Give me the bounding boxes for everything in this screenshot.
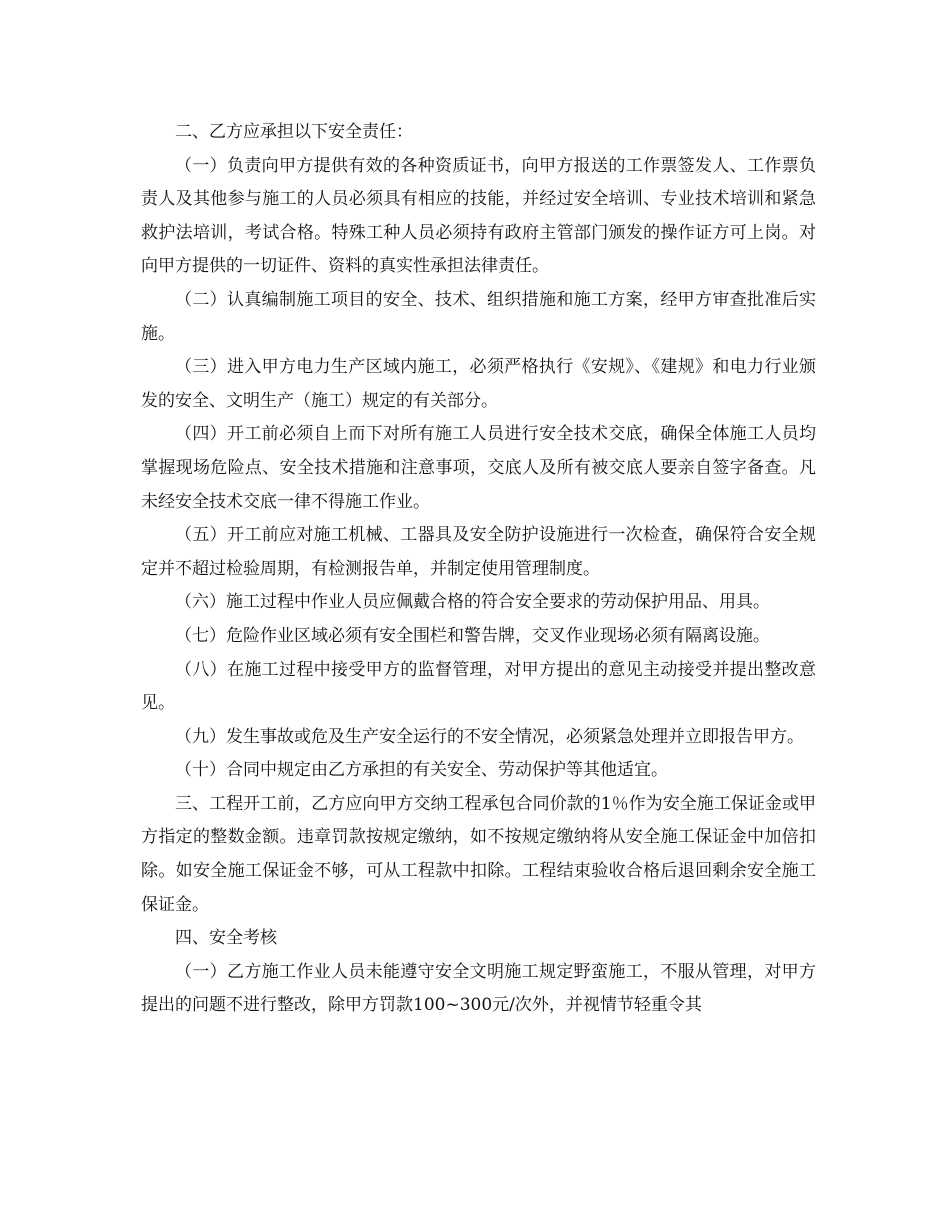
clause-4-1: （一）乙方施工作业人员未能遵守安全文明施工规定野蛮施工，不服从管理，对甲方提出的问题不进行整改，除甲方罚款100~300元/次外，并视情节轻重令其 <box>141 961 816 1016</box>
clause-2-4: （四）开工前必须自上而下对所有施工人员进行安全技术交底，确保全体施工人员均掌握现场危险点、安全技术措施和注意事项，交底人及所有被交底人要亲自签字备查。凡未经安全技术交底一律不得施工作业。 <box>141 424 816 512</box>
section-4-heading: 四、安全考核 <box>175 928 277 949</box>
clause-2-1: （一）负责向甲方提供有效的各种资质证书，向甲方报送的工作票签发人、工作票负责人及其他参与施工的人员必须具有相应的技能，并经过安全培训、专业技术培训和紧急救护法培训，考试合格。特殊工种人员必须持有政府主管部门颁发的操作证方可上岗。对向甲方提供的一切证件、资料的真实性承担法律责任。 <box>141 155 816 277</box>
clause-2-5: （五）开工前应对施工机械、工器具及安全防护设施进行一次检查，确保符合安全规定并不超过检验周期，有检测报告单，并制定使用管理制度。 <box>141 525 816 579</box>
clause-2-10: （十）合同中规定由乙方承担的有关安全、劳动保护等其他适宜。 <box>175 760 668 781</box>
clause-2-2: （二）认真编制施工项目的安全、技术、组织措施和施工方案，经甲方审查批准后实施。 <box>141 289 816 344</box>
clause-2-6: （六）施工过程中作业人员应佩戴合格的符合安全要求的劳动保护用品、用具。 <box>175 592 770 613</box>
clause-2-7: （七）危险作业区域必须有安全围栏和警告牌，交叉作业现场必须有隔离设施。 <box>175 625 770 646</box>
clause-2-3: （三）进入甲方电力生产区域内施工，必须严格执行《安规》、《建规》和电力行业颁发的安全、文明生产（施工）规定的有关部分。 <box>141 357 816 411</box>
document-body <box>141 116 816 1023</box>
section-2-heading: 二、乙方应承担以下安全责任： <box>175 122 413 142</box>
clause-2-8: （八）在施工过程中接受甲方的监督管理，对甲方提出的意见主动接受并提出整改意见。 <box>141 659 816 714</box>
section-3: 三、工程开工前，乙方应向甲方交纳工程承包合同价款的1％作为安全施工保证金或甲方指定的整数金额。违章罚款按规定缴纳，如不按规定缴纳将从安全施工保证金中加倍扣除。如安全施工保证金不够，可从工程款中扣除。工程结束验收合格后退回剩余安全施工保证金。 <box>141 793 816 915</box>
clause-2-9: （九）发生事故或危及生产安全运行的不安全情况，必须紧急处理并立即报告甲方。 <box>175 726 804 747</box>
